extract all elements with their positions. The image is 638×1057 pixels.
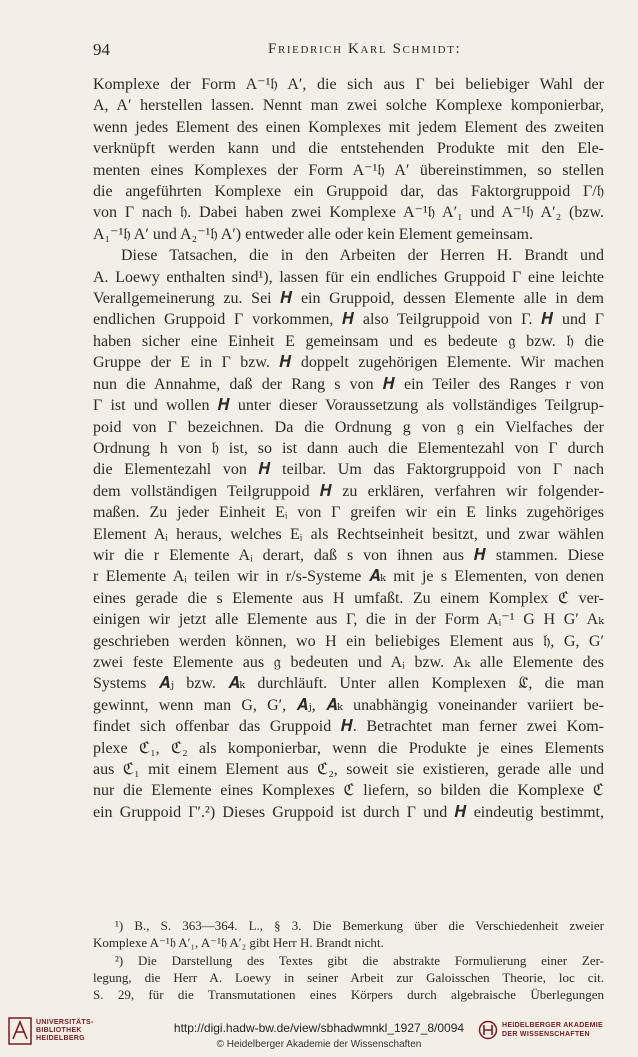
text-line: wir die r Elemente Aᵢ derart, daß s von ihnen aus 𝑯 stammen. Diese bbox=[93, 546, 604, 564]
text-line: Gruppe der E in Γ bzw. 𝑯 doppelt zugehörigen Elemente. Wir machen bbox=[93, 354, 604, 372]
running-title: Friedrich Karl Schmidt: bbox=[268, 41, 462, 57]
text-line: Verallgemeinerung zu. Sei 𝑯 ein Gruppoid, dessen Elemente alle in dem bbox=[93, 290, 604, 308]
text-line: plexe ℭ₁, ℭ₂ als komponierbar, wenn die Produkte je eines Elements bbox=[93, 739, 604, 757]
academy-name bbox=[502, 1021, 603, 1039]
library-name-line: HEIDELBERG bbox=[36, 1035, 85, 1042]
text-line: aus ℭ₁ mit einem Element aus ℭ₂, soweit sie existieren, gerade alle und bbox=[93, 761, 604, 778]
text-line: einigen wir jetzt alle Elemente aus Γ, die in der Form Aᵢ⁻¹ G H G′ Aₖ bbox=[93, 611, 604, 629]
text-line: poid von Γ bezeichnen. Da die Ordnung g von 𝔤 ein Vielfaches der bbox=[93, 418, 604, 436]
academy-logo-icon bbox=[478, 1019, 498, 1041]
footnote-line: ²) Die Darstellung des Textes gibt die abstrakte Formulierung einer Zer- bbox=[115, 952, 604, 968]
academy-name-line: DER WISSENSCHAFTEN bbox=[502, 1031, 590, 1038]
text-line: zwei feste Elemente aus 𝔤 bedeuten und Aᵢ bzw. Aₖ alle Elemente des bbox=[93, 653, 604, 671]
text-line: Γ ist und wollen 𝑯 unter dieser Voraussetzung als vollständiges Teilgrup- bbox=[93, 397, 604, 415]
library-name-line: UNIVERSITÄTS- bbox=[36, 1019, 94, 1026]
footnote-line: S. 29, für die Transmutationen eines Körpers durch algebraische Überlegungen bbox=[93, 987, 604, 1003]
text-line: von Γ nach 𝔥. Dabei haben zwei Komplexe A⁻¹𝔥 A′₁ und A⁻¹𝔥 A′₂ (bzw. bbox=[93, 204, 604, 222]
footnote-line: legung, die Herr A. Loewy in seiner Arbeit zur Galoisschen Theorie, loc cit. bbox=[93, 969, 604, 985]
text-line: Diese Tatsachen, die in den Arbeiten der Herren H. Brandt und bbox=[121, 247, 604, 265]
text-line: die angeführten Komplexe ein Gruppoid dar, das Faktorgruppoid Γ/𝔥 bbox=[93, 183, 604, 201]
text-line: Systems 𝑨ⱼ bzw. 𝑨ₖ durchläuft. Unter allen Komplexen ℭ, die man bbox=[93, 675, 604, 693]
academy-name-line: HEIDELBERGER AKADEMIE bbox=[502, 1022, 603, 1029]
footnote-line: Komplexe A⁻¹𝔥 A′₁, A⁻¹𝔥 A′₂ gibt Herr H. Brandt nicht. bbox=[93, 935, 384, 951]
text-line: findet sich offenbar das Gruppoid 𝑯. Betrachtet man ferner zwei Kom- bbox=[93, 718, 604, 736]
text-line: wenn jedes Element des einen Komplexes mit jedem Element des zweiten bbox=[93, 118, 604, 136]
text-line: A₁⁻¹𝔥 A′ und A₂⁻¹𝔥 A′) entweder alle oder kein Element gemeinsam. bbox=[93, 225, 533, 243]
text-line: haben sicher eine Einheit E gemeinsam und es bedeute 𝔤 bzw. 𝔥 die bbox=[93, 332, 604, 350]
text-line: dem vollständigen Teilgruppoid 𝑯 zu erklären, verfahren wir folgender- bbox=[93, 482, 604, 500]
text-line: maßen. Zu jeder Einheit Eᵢ von Γ greifen wir ein E links zugehöriges bbox=[93, 504, 604, 522]
page-footer bbox=[0, 1003, 638, 1057]
body-text bbox=[93, 74, 604, 823]
text-line: nun die Annahme, daß der Rang s von 𝑯 ein Teiler des Ranges r von bbox=[93, 375, 604, 393]
text-line: ein Gruppoid Γ′.²) Dieses Gruppoid ist durch Γ und 𝑯 eindeutig bestimmt, bbox=[93, 803, 604, 821]
footnote-line: ¹) B., S. 363—364. L., § 3. Die Bemerkung über die Verschiedenheit zweier bbox=[115, 918, 604, 933]
text-line: menten eines Komplexes der Form A⁻¹𝔥 A′ übereinstimmen, so stellen bbox=[93, 161, 604, 179]
page-number: 94 bbox=[93, 40, 110, 59]
page-header bbox=[93, 40, 604, 62]
text-line: nur die Elemente eines Komplexes ℭ liefern, so bilden die Komplexe ℭ bbox=[93, 782, 604, 800]
text-line: verknüpft werden kann und die entstehenden Produkte mit den Ele- bbox=[93, 140, 604, 158]
text-line: gewinnt, wenn man G, G′, 𝑨ⱼ, 𝑨ₖ unabhängig voneinander variiert be- bbox=[93, 696, 604, 714]
text-line: Ordnung h von 𝔥 ist, so ist dann auch die Elementezahl von Γ durch bbox=[93, 439, 604, 457]
text-line: Komplexe der Form A⁻¹𝔥 A′, die sich aus Γ bei beliebiger Wahl der bbox=[93, 76, 604, 93]
text-line: endlichen Gruppoid Γ vorkommen, 𝑯 also Teilgruppoid von Γ. 𝑯 und Γ bbox=[93, 311, 604, 329]
text-line: A, A′ herstellen lassen. Nennt man zwei solche Komplexe komponierbar, bbox=[93, 97, 604, 115]
text-line: Element Aᵢ heraus, welches Eᵢ als Rechtseinheit besitzt, und zwar wählen bbox=[93, 525, 604, 543]
source-url-link[interactable]: http://digi.hadw-bw.de/view/sbhadwmnkl_1927_8/0094 bbox=[173, 1021, 465, 1035]
copyright-notice: © Heidelberger Akademie der Wissenschaften bbox=[216, 1039, 422, 1050]
text-line: r Elemente Aᵢ teilen wir in r/s-Systeme 𝑨ₖ mit je s Elementen, von denen bbox=[93, 568, 604, 586]
library-name-line: BIBLIOTHEK bbox=[36, 1027, 82, 1034]
text-line: eines gerade die s Elemente aus H umfaßt. Zu einem Komplex ℭ ver- bbox=[93, 589, 604, 607]
text-line: geschrieben werden können, wo H ein beliebiges Element aus 𝔥, G, G′ bbox=[93, 632, 604, 650]
text-line: die Elementezahl von 𝑯 teilbar. Um das Faktorgruppoid von Γ nach bbox=[93, 461, 604, 479]
text-line: A. Loewy enthalten sind¹), lassen für ein endliches Gruppoid Γ eine leichte bbox=[93, 268, 604, 286]
